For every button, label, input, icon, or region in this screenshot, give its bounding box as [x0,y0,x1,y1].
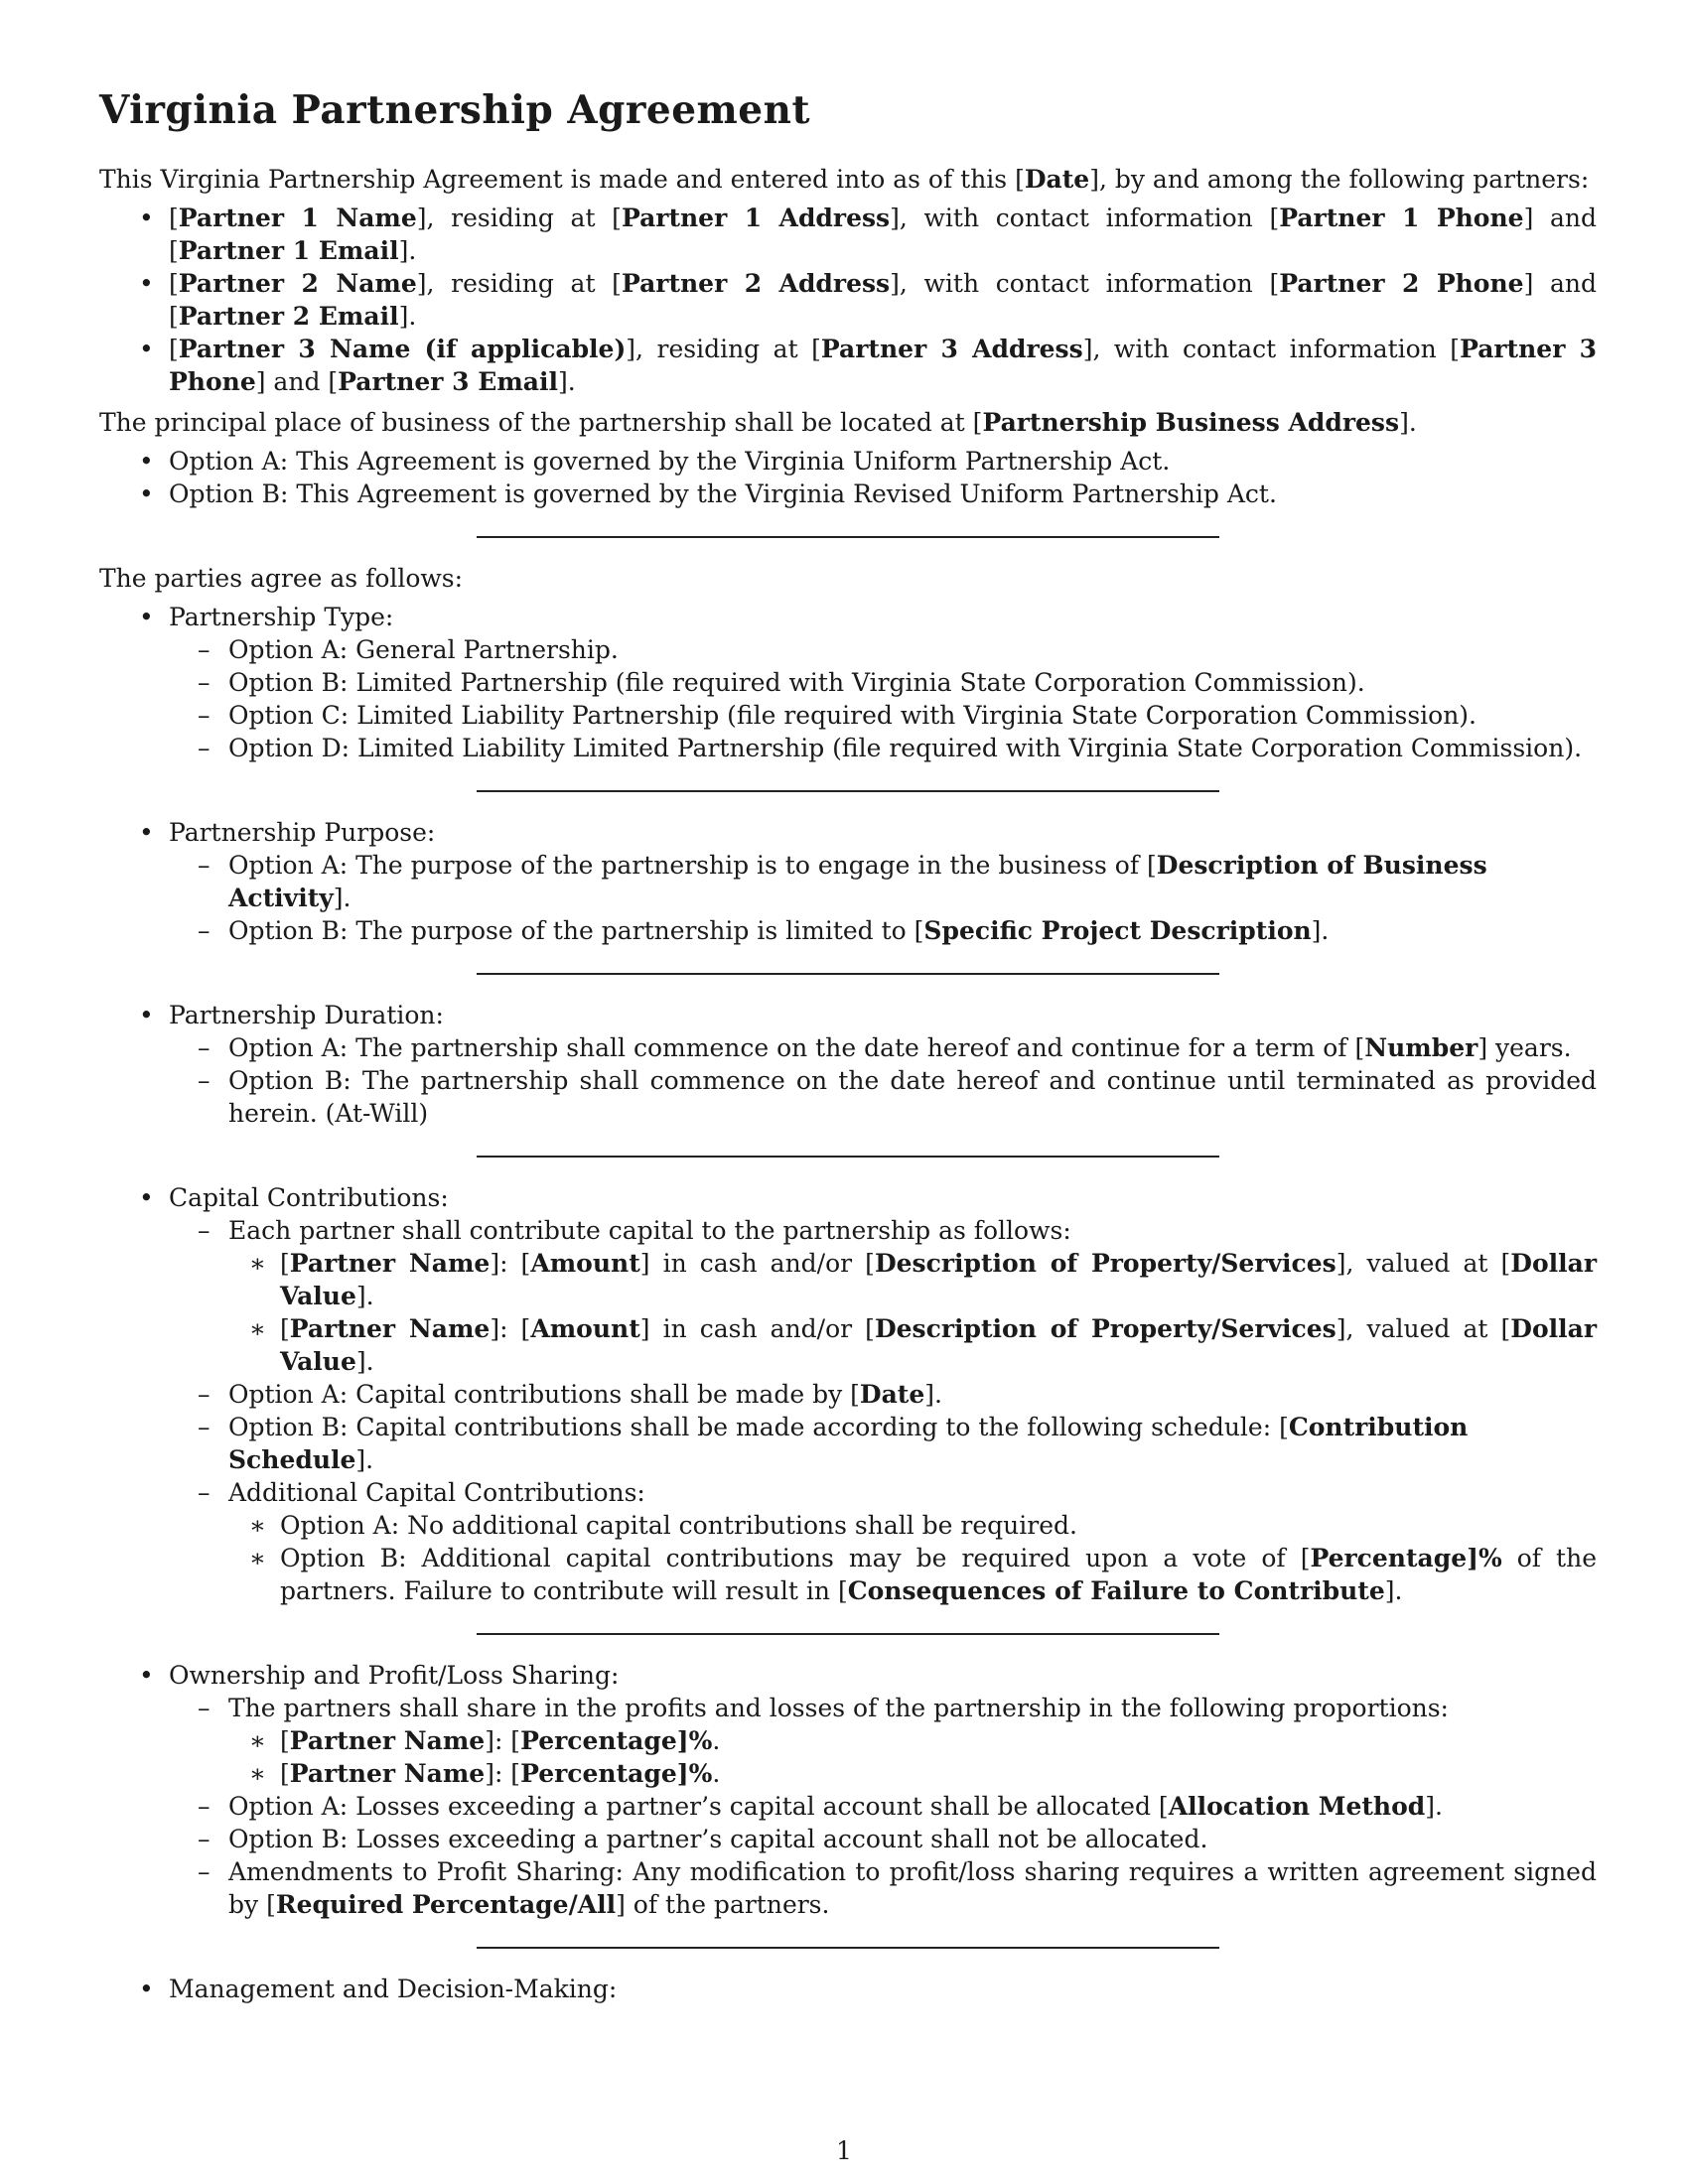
partner-item: • [Partner 1 Name], residing at [Partner 1 Address], with contact information [Partner 1 Phone] and [Partner 1 Email]. [139,204,1598,265]
ownership-share: – The partners shall share in the profits and losses of the partnership in the following proportions: [198,1694,1449,1722]
duration-heading: • Partnership Duration: [139,1001,444,1029]
ownership-heading: • Ownership and Profit/Loss Sharing: [139,1661,620,1690]
type-section [99,601,1597,764]
capital-heading: • Capital Contributions: [139,1183,449,1212]
governing-list [99,445,1597,510]
type-option: – Option B: Limited Partnership (file required with Virginia State Corporation Commission). [198,668,1365,697]
governing-option: • Option B: This Agreement is governed by the Virginia Revised Uniform Partnership Act. [139,479,1277,508]
management-section [99,1973,1597,2005]
duration-option-b: – Option B: The partnership shall commence on the date hereof and continue until terminated as provided herein. (At-Will) [198,1066,1597,1128]
intro-paragraph: This Virginia Partnership Agreement is made and entered into as of this [Date], by and among the following partners: [99,165,1590,194]
ownership-option-a: – Option A: Losses exceeding a partner’s capital account shall be allocated [Allocation Method]. [198,1792,1443,1821]
ownership-row: ∗ [Partner Name]: [Percentage]%. [249,1726,721,1755]
capital-option-a: – Option A: Capital contributions shall be made by [Date]. [198,1380,942,1409]
ownership-amendments: – Amendments to Profit Sharing: Any modification to profit/loss sharing requires a written agreement signed by [Required Percentage/All] of the partners. [198,1857,1597,1919]
page-number: 1 [836,2136,852,2165]
document-page [99,87,1597,2005]
additional-option-b: ∗ Option B: Additional capital contributions may be required upon a vote of [Percentage]% of the partners. Failure to contribute will result in [Consequences of Failure to Contribute]. [249,1544,1598,1605]
place-paragraph: The principal place of business of the partnership shall be located at [Partnership Business Address]. [99,408,1417,437]
document-title: Virginia Partnership Agreement [99,87,810,133]
purpose-section [99,816,1597,947]
capital-each: – Each partner shall contribute capital to the partnership as follows: [198,1216,1071,1245]
date-field: Date [1024,165,1090,194]
type-heading: • Partnership Type: [139,603,394,631]
partners-list [99,202,1597,398]
partner-item: • [Partner 3 Name (if applicable)], residing at [Partner 3 Address], with contact information [Partner 3 Phone] and [Partner 3 Email]. [139,335,1598,396]
purpose-heading: • Partnership Purpose: [139,818,436,847]
additional-option-a: ∗ Option A: No additional capital contributions shall be required. [249,1511,1077,1540]
ownership-option-b: – Option B: Losses exceeding a partner’s capital account shall not be allocated. [198,1825,1208,1853]
type-option: – Option D: Limited Liability Limited Partnership (file required with Virginia State Corporation Commission). [198,734,1583,762]
ownership-section [99,1659,1597,1921]
agree-paragraph: The parties agree as follows: [99,564,464,593]
capital-section [99,1181,1597,1607]
type-option: – Option A: General Partnership. [198,635,619,664]
capital-option-b: – Option B: Capital contributions shall be made according to the following schedule: [Contribution Schedule]. [198,1413,1469,1474]
additional-capital-heading: – Additional Capital Contributions: [198,1478,645,1507]
management-heading: • Management and Decision-Making: [139,1975,618,2003]
ownership-row: ∗ [Partner Name]: [Percentage]%. [249,1759,721,1788]
purpose-option-a: – Option A: The purpose of the partnership is to engage in the business of [Description of Business Activity]. [198,851,1487,912]
duration-option-a: – Option A: The partnership shall commence on the date hereof and continue for a term of [Number] years. [198,1033,1572,1062]
governing-option: • Option A: This Agreement is governed by the Virginia Uniform Partnership Act. [139,447,1171,476]
purpose-option-b: – Option B: The purpose of the partnership is limited to [Specific Project Description]. [198,916,1330,945]
capital-row: ∗ [Partner Name]: [Amount] in cash and/or [Description of Property/Services], valued at [Dollar Value]. [249,1314,1598,1376]
duration-section [99,999,1597,1130]
capital-row: ∗ [Partner Name]: [Amount] in cash and/or [Description of Property/Services], valued at [Dollar Value]. [249,1249,1598,1310]
type-option: – Option C: Limited Liability Partnership (file required with Virginia State Corporation Commission). [198,701,1477,730]
partner-item: • [Partner 2 Name], residing at [Partner 2 Address], with contact information [Partner 2 Phone] and [Partner 2 Email]. [139,269,1598,331]
